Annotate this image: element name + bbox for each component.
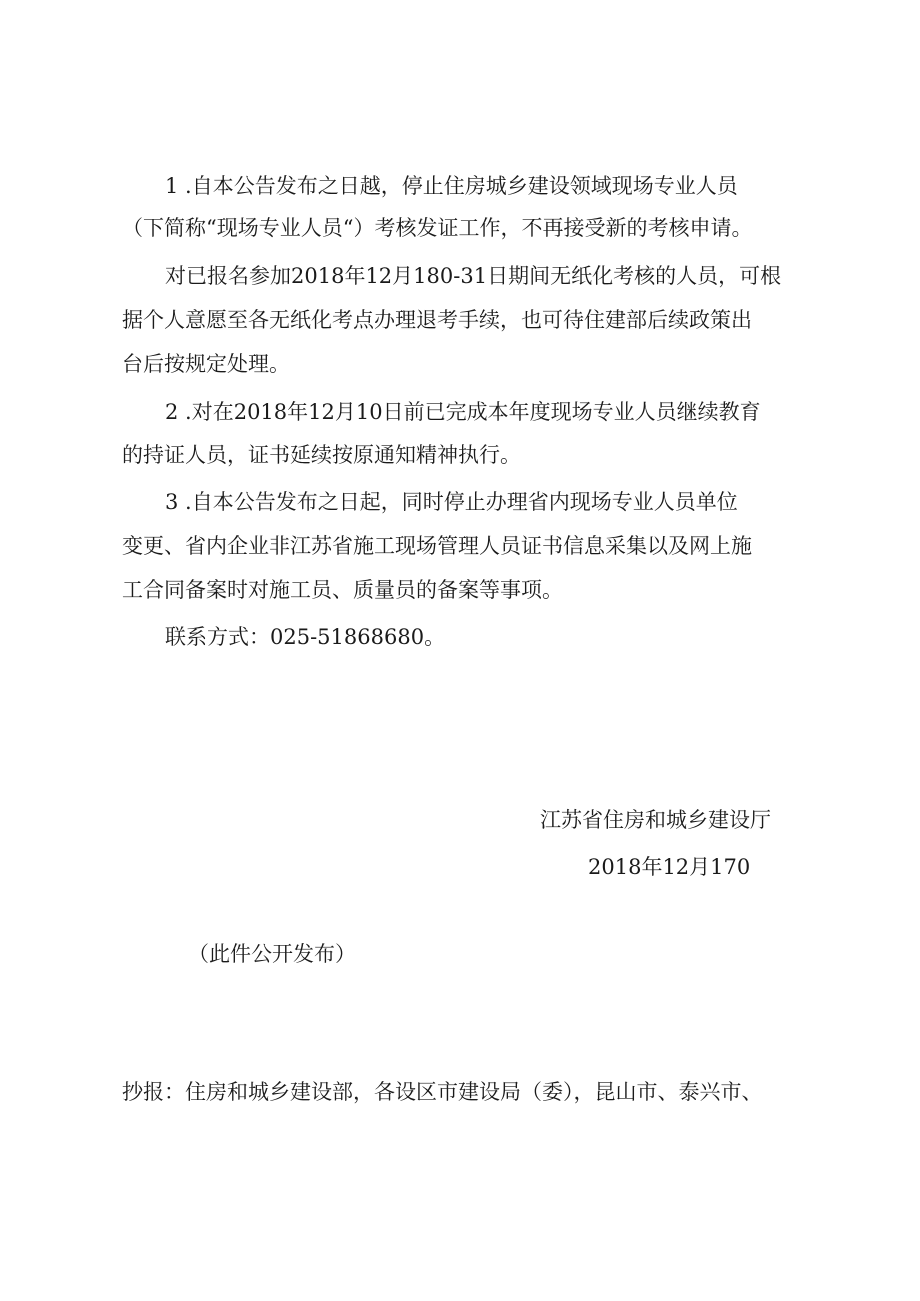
disclosure-note: （此件公开发布） xyxy=(188,942,356,966)
paragraph-2-line-1: 对已报名参加2018年12月180-31日期间无纸化考核的人员，可根 xyxy=(165,264,782,288)
issue-date: 2018年12月170 xyxy=(588,855,751,879)
paragraph-3-line-2: 的持证人员，证书延续按原通知精神执行。 xyxy=(122,443,521,467)
paragraph-1-line-1: 1 .自本公告发布之日越，停止住房城乡建设领域现场专业人员 xyxy=(165,174,738,198)
paragraph-3-line-1: 2 .对在2018年12月10日前已完成本年度现场专业人员继续教育 xyxy=(165,400,761,424)
paragraph-2-line-3: 台后按规定处理。 xyxy=(122,352,290,376)
paragraph-4-line-2: 变更、省内企业非江苏省施工现场管理人员证书信息采集以及网上施 xyxy=(122,534,752,558)
paragraph-4-line-3: 工合同备案时对施工员、质量员的备案等事项。 xyxy=(122,578,563,602)
paragraph-2-line-2: 据个人意愿至各无纸化考点办理退考手续，也可待住建部后续政策出 xyxy=(122,308,752,332)
contact-info: 联系方式：025-51868680。 xyxy=(165,625,446,649)
cc-list: 抄报：住房和城乡建设部，各设区市建设局（委），昆山市、泰兴市、 xyxy=(122,1080,763,1104)
issuer-name: 江苏省住房和城乡建设厅 xyxy=(540,808,771,832)
paragraph-4-line-1: 3 .自本公告发布之日起，同时停止办理省内现场专业人员单位 xyxy=(165,490,738,514)
paragraph-1-line-2: （下简称“现场专业人员“）考核发证工作，不再接受新的考核申请。 xyxy=(122,216,753,240)
